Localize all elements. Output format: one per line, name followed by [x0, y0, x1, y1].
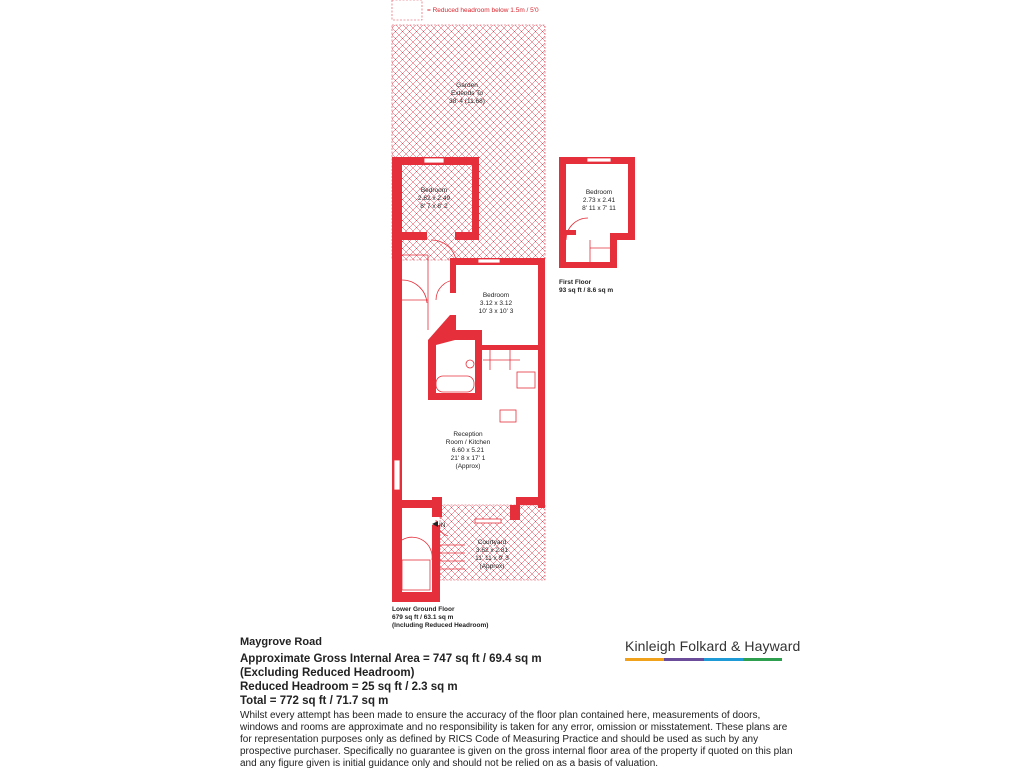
brand-color-bar	[625, 658, 782, 661]
room-label-bedroom-3	[582, 189, 616, 212]
svg-text:3.62 x 2.81: 3.62 x 2.81	[475, 547, 509, 554]
disclaimer: Whilst every attempt has been made to ensure the accuracy of the floor plan contained here, measurements of doors, windows and rooms are approximate and no responsibility is taken for any error, omission or misstatement. These plans are for representation purposes only as defined by RICS Code of Measuring Practice and should be used as such by any prospective purchaser. Specifically no guarantee is given on the gross internal floor area of the property if quoted on this plan and any figure given is initial guidance only and should not be relied on as a basis of valuation.	[240, 710, 793, 769]
garden-area	[392, 25, 545, 260]
property-address: Maygrove Road	[240, 636, 322, 648]
svg-text:(Approx): (Approx)	[479, 563, 505, 570]
svg-text:3.12 x 3.12: 3.12 x 3.12	[479, 300, 513, 307]
svg-text:Reception: Reception	[453, 431, 483, 438]
svg-text:8' 11 x 7' 11: 8' 11 x 7' 11	[582, 205, 616, 212]
svg-text:Bedroom: Bedroom	[585, 189, 613, 196]
svg-text:93 sq ft / 8.6 sq m: 93 sq ft / 8.6 sq m	[559, 287, 614, 294]
svg-text:10' 3 x 10' 3: 10' 3 x 10' 3	[478, 308, 514, 315]
floor-caption-first	[559, 279, 613, 294]
svg-text:38' 4 (11.68): 38' 4 (11.68)	[449, 98, 485, 105]
svg-text:11' 11 x 9' 3: 11' 11 x 9' 3	[475, 555, 509, 562]
svg-text:2.73 x 2.41: 2.73 x 2.41	[582, 197, 616, 204]
svg-text:Garden: Garden	[456, 82, 478, 89]
room-label-courtyard	[475, 539, 509, 570]
legend-swatch	[392, 0, 422, 20]
svg-text:679 sq ft / 63.1 sq m: 679 sq ft / 63.1 sq m	[392, 614, 454, 621]
room-label-bedroom-1	[418, 187, 451, 210]
svg-text:2.62 x 2.49: 2.62 x 2.49	[417, 195, 451, 202]
svg-text:8' 7 x 8' 2: 8' 7 x 8' 2	[420, 203, 448, 210]
svg-text:Lower Ground Floor: Lower Ground Floor	[392, 606, 455, 613]
reduced-headroom-area: Reduced Headroom = 25 sq ft / 2.3 sq m	[240, 681, 458, 693]
svg-text:First Floor: First Floor	[559, 279, 592, 286]
brand-name: Kinleigh Folkard & Hayward	[625, 638, 801, 654]
first-floor-walls	[559, 157, 635, 268]
room-label-reception	[446, 431, 491, 470]
excluding-note: (Excluding Reduced Headroom)	[240, 667, 415, 679]
svg-text:Extends To: Extends To	[450, 90, 484, 97]
brand-bar-segment	[625, 658, 664, 661]
svg-text:Courtyard: Courtyard	[477, 539, 507, 546]
brand-bar-segment	[664, 658, 703, 661]
svg-text:IN: IN	[439, 522, 446, 529]
svg-text:(Approx): (Approx)	[455, 463, 481, 470]
svg-text:21' 8 x 17' 1: 21' 8 x 17' 1	[450, 455, 486, 462]
total-area: Total = 772 sq ft / 71.7 sq m	[240, 695, 389, 707]
brand-logo	[625, 638, 801, 661]
svg-text:6.60 x 5.21: 6.60 x 5.21	[451, 447, 485, 454]
svg-text:Bedroom: Bedroom	[482, 292, 510, 299]
room-label-bedroom-2	[479, 292, 514, 315]
svg-text:Bedroom: Bedroom	[420, 187, 448, 194]
floor-caption-lower	[392, 606, 488, 629]
svg-text:Room / Kitchen: Room / Kitchen	[445, 439, 491, 446]
svg-text:(Including Reduced Headroom): (Including Reduced Headroom)	[392, 622, 489, 629]
brand-bar-segment	[704, 658, 743, 661]
legend-text: = Reduced headroom below 1.5m / 5'0	[427, 7, 539, 14]
gross-area: Approximate Gross Internal Area = 747 sq ft / 69.4 sq m	[240, 653, 542, 665]
brand-bar-segment	[743, 658, 782, 661]
